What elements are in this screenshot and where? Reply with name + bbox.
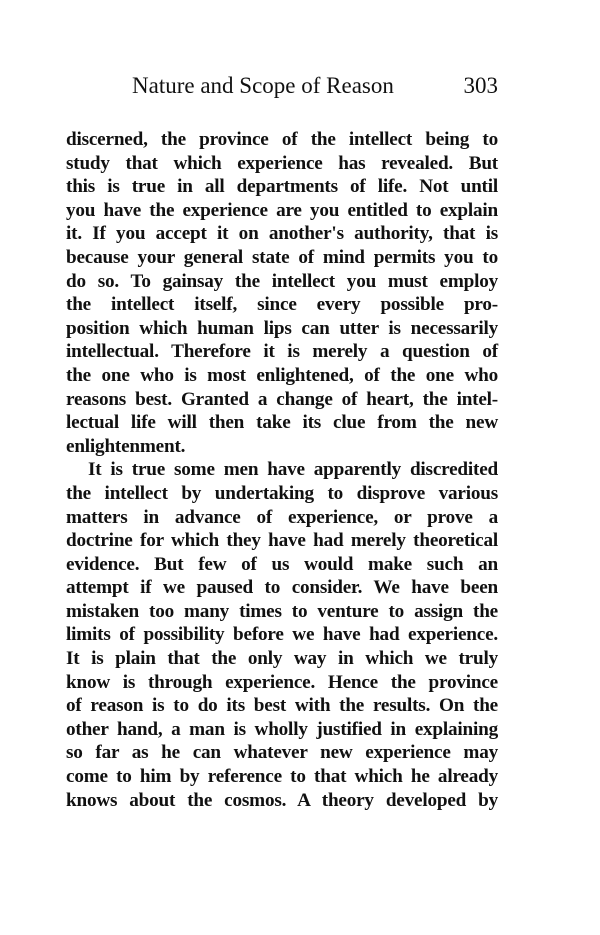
text-line: know is through experience. Hence the province (66, 671, 498, 693)
text-line: because your general state of mind permits you to (66, 246, 498, 268)
text-line: enlightenment. (66, 435, 186, 457)
text-line: this is true in all departments of life. Not until (66, 176, 498, 198)
running-header (66, 73, 498, 107)
running-title: Nature and Scope of Reason (132, 73, 394, 98)
text-line: lectual life will then take its clue from the new (66, 412, 498, 434)
text-line: come to him by reference to that which he already (66, 766, 498, 788)
text-line: do so. To gainsay the intellect you must employ (66, 270, 498, 292)
text-line: so far as he can whatever new experience may (66, 742, 498, 764)
text-line: knows about the cosmos. A theory developed by (66, 789, 498, 811)
text-line: It is true some men have apparently discredited (88, 459, 498, 481)
text-line: study that which experience has revealed. But (66, 152, 498, 174)
body-text (66, 128, 498, 812)
text-line: matters in advance of experience, or prove a (66, 506, 498, 528)
text-line: position which human lips can utter is necessarily (66, 317, 498, 339)
text-line: the one who is most enlightened, of the one who (66, 364, 498, 386)
text-line: doctrine for which they have had merely theoretical (66, 530, 498, 552)
text-line: limits of possibility before we have had experience. (66, 624, 498, 646)
text-line: the intellect by undertaking to disprove various (66, 482, 498, 504)
text-line: discerned, the province of the intellect being to (66, 129, 498, 150)
text-line: the intellect itself, since every possible pro- (66, 294, 498, 316)
text-line: It is plain that the only way in which we truly (66, 648, 498, 670)
text-line: evidence. But few of us would make such an (66, 553, 498, 575)
text-line: you have the experience are you entitled to explain (66, 199, 498, 221)
text-line: of reason is to do its best with the results. On the (66, 695, 498, 717)
text-line: attempt if we paused to consider. We have been (66, 577, 498, 599)
text-line: intellectual. Therefore it is merely a question of (66, 341, 498, 363)
text-line: other hand, a man is wholly justified in explaining (66, 718, 498, 740)
text-line: mistaken too many times to venture to assign the (66, 600, 498, 622)
text-line: reasons best. Granted a change of heart, the intel- (66, 388, 498, 410)
page-number: 303 (463, 73, 498, 98)
text-line: it. If you accept it on another's authority, that is (66, 223, 498, 245)
